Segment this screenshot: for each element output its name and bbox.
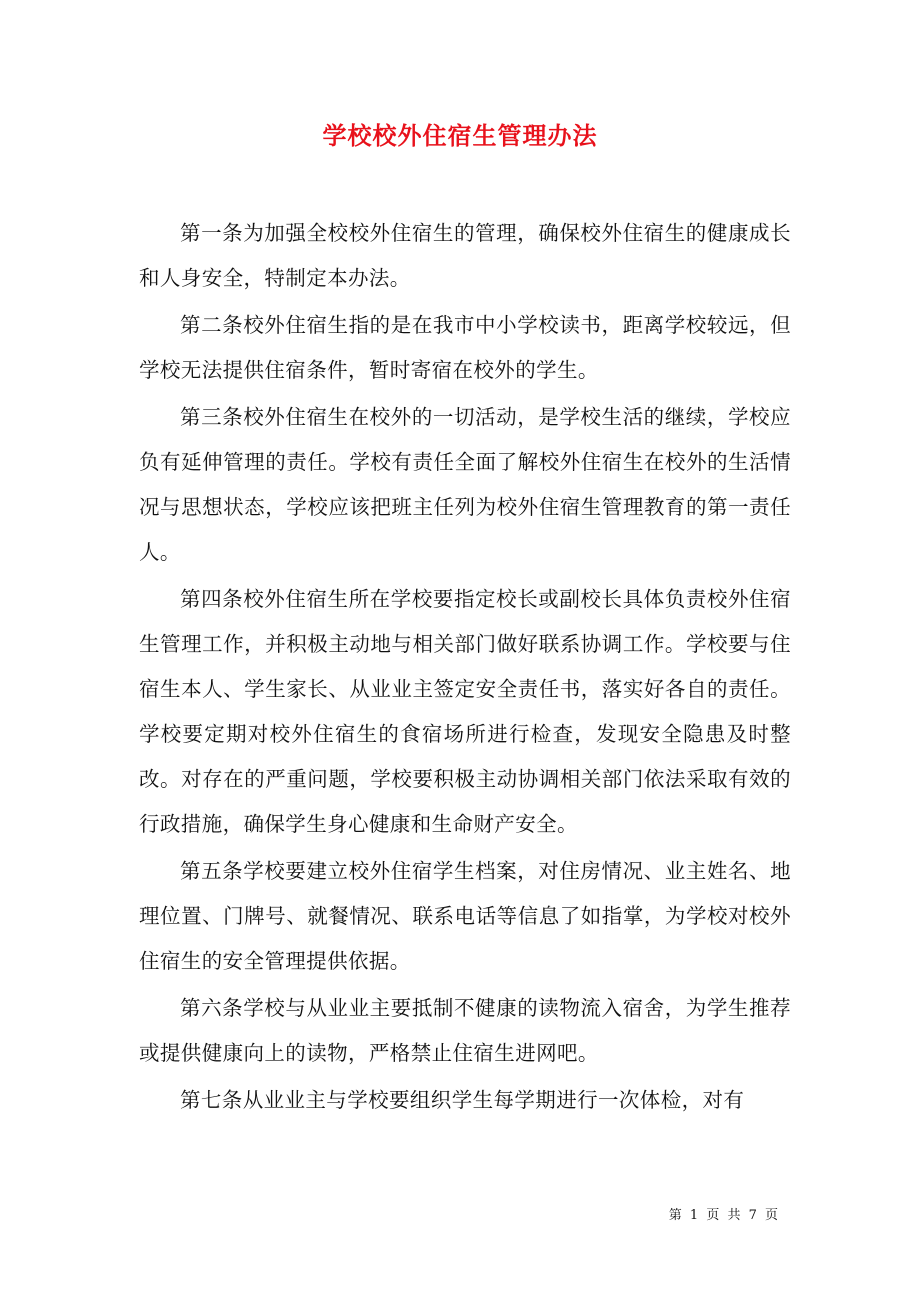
paragraph-article-6: 第六条学校与从业业主要抵制不健康的读物流入宿舍，为学生推荐或提供健康向上的读物，严格禁止住宿生进网吧。 <box>139 996 791 1065</box>
document-body <box>139 211 791 1125</box>
paragraph-article-7: 第七条从业业主与学校要组织学生每学期进行一次体检，对有 <box>180 1088 745 1112</box>
document-title: 学校校外住宿生管理办法 <box>322 121 598 150</box>
page-number-footer: 第 1 页 共 7 页 <box>668 1208 780 1223</box>
paragraph-article-4: 第四条校外住宿生所在学校要指定校长或副校长具体负责校外住宿生管理工作，并积极主动地与相关部门做好联系协调工作。学校要与住宿生本人、学生家长、从业业主签定安全责任书，落实好各自的责任。学校要定期对校外住宿生的食宿场所进行检查，发现安全隐患及时整改。对存在的严重问题，学校要积极主动协调相关部门依法采取有效的行政措施，确保学生身心健康和生命财产安全。 <box>139 587 791 836</box>
paragraph-article-2: 第二条校外住宿生指的是在我市中小学校读书，距离学校较远，但学校无法提供住宿条件，暂时寄宿在校外的学生。 <box>139 313 791 382</box>
paragraph-article-5: 第五条学校要建立校外住宿学生档案，对住房情况、业主姓名、地理位置、门牌号、就餐情况、联系电话等信息了如指掌，为学校对校外住宿生的安全管理提供依据。 <box>139 859 791 973</box>
paragraph-article-3: 第三条校外住宿生在校外的一切活动，是学校生活的继续，学校应负有延伸管理的责任。学校有责任全面了解校外住宿生在校外的生活情况与思想状态，学校应该把班主任列为校外住宿生管理教育的第一责任人。 <box>139 405 791 564</box>
paragraph-article-1: 第一条为加强全校校外住宿生的管理，确保校外住宿生的健康成长和人身安全，特制定本办法。 <box>139 221 791 290</box>
